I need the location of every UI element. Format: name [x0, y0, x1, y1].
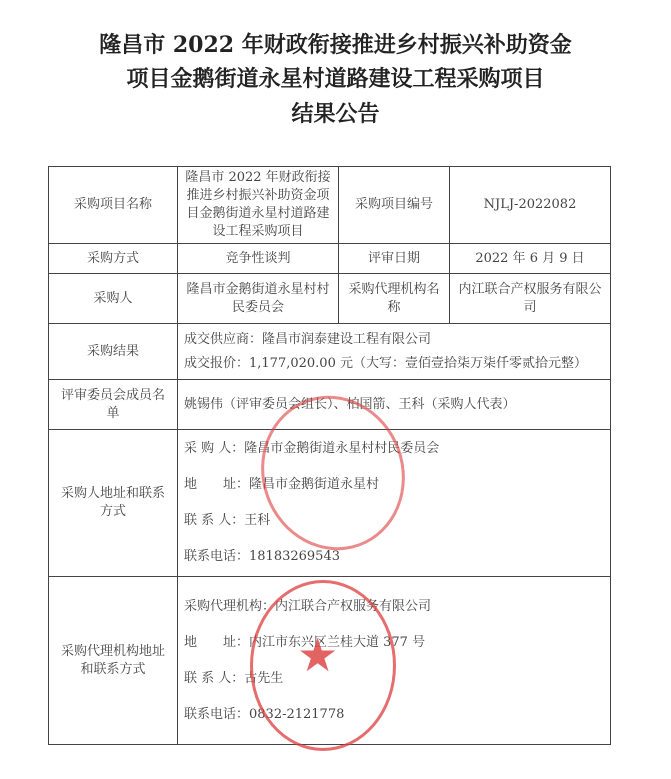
result-label: 采购结果 [49, 324, 178, 380]
title-line-3: 结果公告 [291, 101, 380, 127]
agency-contact-name: 采购代理机构：内江联合产权服务有限公司 [184, 598, 432, 614]
agency-label: 采购代理机构名称 [339, 274, 450, 324]
buyer-contact-person: 联 系 人：王科 [184, 513, 271, 528]
method: 竞争性谈判 [178, 244, 339, 274]
project-no: NJLJ-2022082 [450, 167, 611, 244]
supplier: 成交供应商：隆昌市润泰建设工程有限公司 [184, 331, 432, 347]
method-label: 采购方式 [49, 244, 178, 274]
title-line-2: 项目金鹅街道永星村道路建设工程采购项目 [126, 66, 545, 92]
buyer-contact-label: 采购人地址和联系方式 [49, 430, 178, 577]
agency-contact-label: 采购代理机构地址和联系方式 [49, 577, 178, 745]
buyer-contact-phone: 联系电话：18183269543 [184, 549, 340, 564]
buyer-label: 采购人 [49, 274, 178, 324]
buyer-contact-address: 地 址：隆昌市金鹅街道永星村 [184, 477, 380, 492]
committee: 姚锡伟（评审委员会组长）、柏国箭、王科（采购人代表） [178, 380, 611, 430]
project-no-label: 采购项目编号 [339, 167, 450, 244]
price: 成交报价：1,177,020.00 元（大写：壹佰壹拾柒万柒仟零贰拾元整） [184, 355, 587, 371]
review-date: 2022 年 6 月 9 日 [450, 244, 611, 274]
review-date-label: 评审日期 [339, 244, 450, 274]
committee-label: 评审委员会成员名单 [49, 380, 178, 430]
seal-star-icon: ★ [297, 628, 339, 682]
agency: 内江联合产权服务有限公司 [450, 274, 611, 324]
buyer: 隆昌市金鹅街道永星村村民委员会 [178, 274, 339, 324]
result-table [48, 166, 611, 745]
buyer-contact-name: 采 购 人：隆昌市金鹅街道永星村村民委员会 [184, 441, 440, 456]
agency-contact-address: 地 址：内江市东兴区兰桂大道 377 号 [184, 634, 426, 650]
agency-contact-phone: 联系电话：0832-2121778 [184, 706, 345, 722]
agency-contact-person: 联 系 人：古先生 [184, 670, 284, 686]
project-name: 隆昌市 2022 年财政衔接推进乡村振兴补助资金项目金鹅街道永星村道路建设工程采购项目 [178, 167, 339, 244]
project-name-label: 采购项目名称 [49, 167, 178, 244]
title-line-1: 隆昌市 2022 年财政衔接推进乡村振兴补助资金 [99, 32, 572, 58]
